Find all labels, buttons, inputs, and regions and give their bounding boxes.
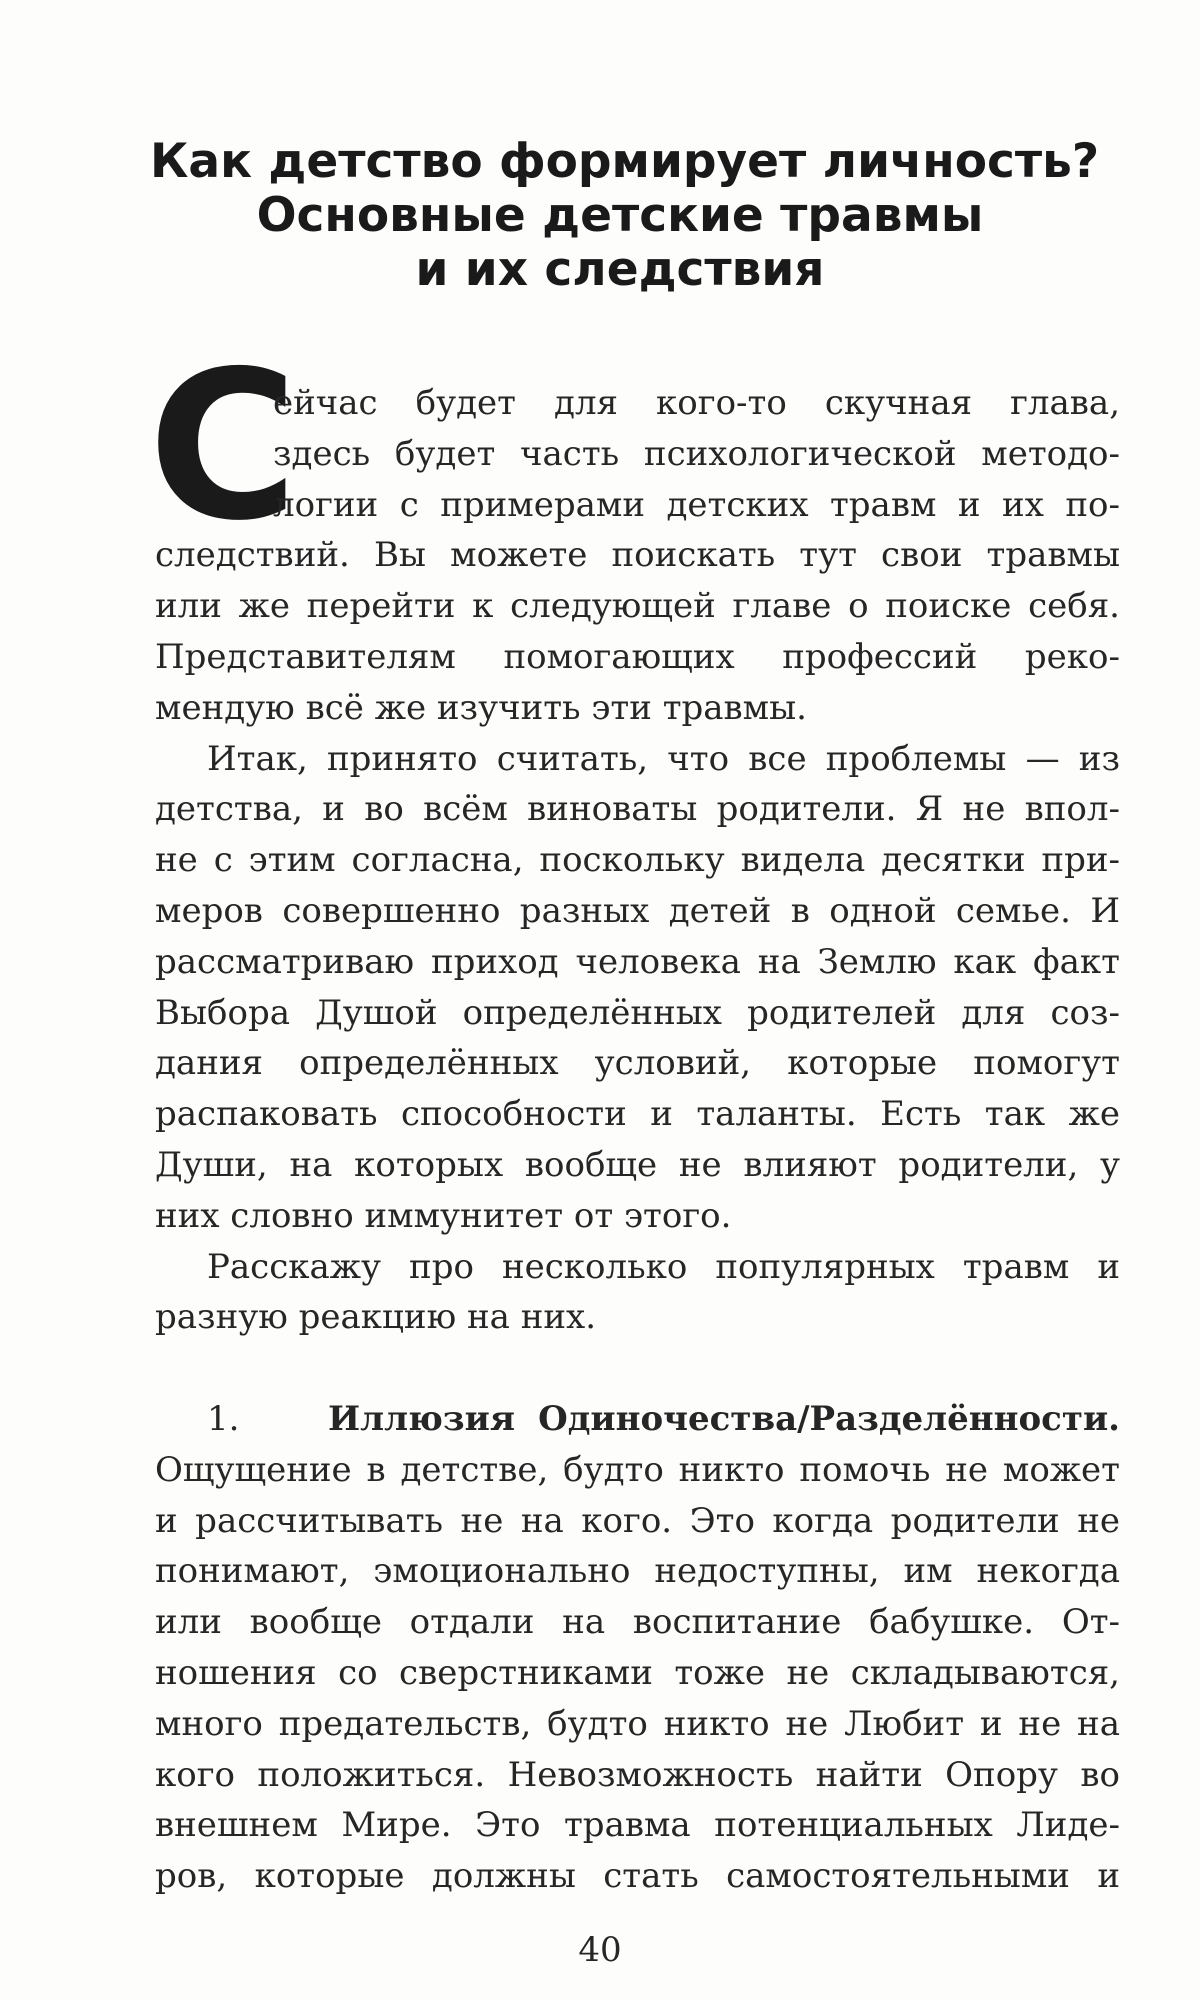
paragraph-spacer bbox=[155, 1343, 1120, 1394]
heading-line: и их следствия bbox=[415, 242, 825, 297]
text-line: кого положиться. Невозможность найти Опору во bbox=[155, 1754, 1120, 1795]
text-line: Души, на которых вообще не влияют родители, у bbox=[155, 1144, 1120, 1185]
text-line: понимают, эмоционально недоступны, им некогда bbox=[155, 1551, 1120, 1592]
text-line: и рассчитывать не на кого. Это когда родители не bbox=[155, 1500, 1120, 1541]
chapter-heading bbox=[150, 134, 1100, 297]
text-line: разную реакцию на них. bbox=[155, 1297, 597, 1338]
text-line: Итак, принято считать, что все проблемы — из bbox=[207, 738, 1120, 779]
text-line: здесь будет часть психологической методо- bbox=[273, 433, 1120, 474]
text-line: или вообще отдали на воспитание бабушке. От- bbox=[155, 1602, 1120, 1643]
text-line: мендую всё же изучить эти травмы. bbox=[155, 687, 807, 728]
text-line: или же перейти к следующей главе о поиске себя. bbox=[155, 586, 1120, 627]
text-line: следствий. Вы можете поискать тут свои травмы bbox=[155, 535, 1120, 576]
text-line: не с этим согласна, поскольку видела десятки при- bbox=[155, 840, 1120, 881]
text-line: много предательств, будто никто не Любит и не на bbox=[155, 1703, 1120, 1744]
text-line: Представителям помогающих профессий реко- bbox=[155, 636, 1120, 677]
text-line: Выбора Душой определённых родителей для соз- bbox=[155, 992, 1120, 1033]
text-line: ейчас будет для кого-то скучная глава, bbox=[273, 383, 1120, 423]
item-title: Иллюзия Одиночества/Разделённости. bbox=[327, 1398, 1120, 1439]
text-line: детства, и во всём виноваты родители. Я не впол- bbox=[155, 789, 1120, 830]
numbered-item-heading bbox=[155, 1394, 1120, 1445]
text-line: рассматриваю приход человека на Землю как факт bbox=[155, 941, 1120, 982]
text-line: Ощущение в детстве, будто никто помочь не может bbox=[155, 1449, 1120, 1490]
text-line: ношения со сверстниками тоже не складываются, bbox=[155, 1652, 1120, 1693]
body-text bbox=[155, 378, 1120, 1902]
text-line: логии с примерами детских травм и их по- bbox=[273, 484, 1120, 525]
heading-line: Основные детские травмы bbox=[256, 188, 984, 243]
heading-line: Как детство формирует личность? bbox=[150, 134, 1100, 189]
text-line: внешнем Мире. Это травма потенциальных Лиде- bbox=[155, 1805, 1120, 1846]
text-line: ров, которые должны стать самостоятельными и bbox=[155, 1856, 1120, 1897]
item-number: 1. bbox=[207, 1398, 240, 1439]
text-line: дания определённых условий, которые помогут bbox=[155, 1043, 1120, 1084]
text-line: Расскажу про несколько популярных травм и bbox=[207, 1246, 1120, 1287]
drop-cap-letter: С bbox=[148, 328, 299, 566]
text-line: меров совершенно разных детей в одной семье. И bbox=[155, 890, 1120, 931]
text-line: распаковать способности и таланты. Есть так же bbox=[155, 1094, 1120, 1135]
text-line: них словно иммунитет от этого. bbox=[155, 1195, 732, 1236]
page-number: 40 bbox=[578, 1930, 622, 1970]
